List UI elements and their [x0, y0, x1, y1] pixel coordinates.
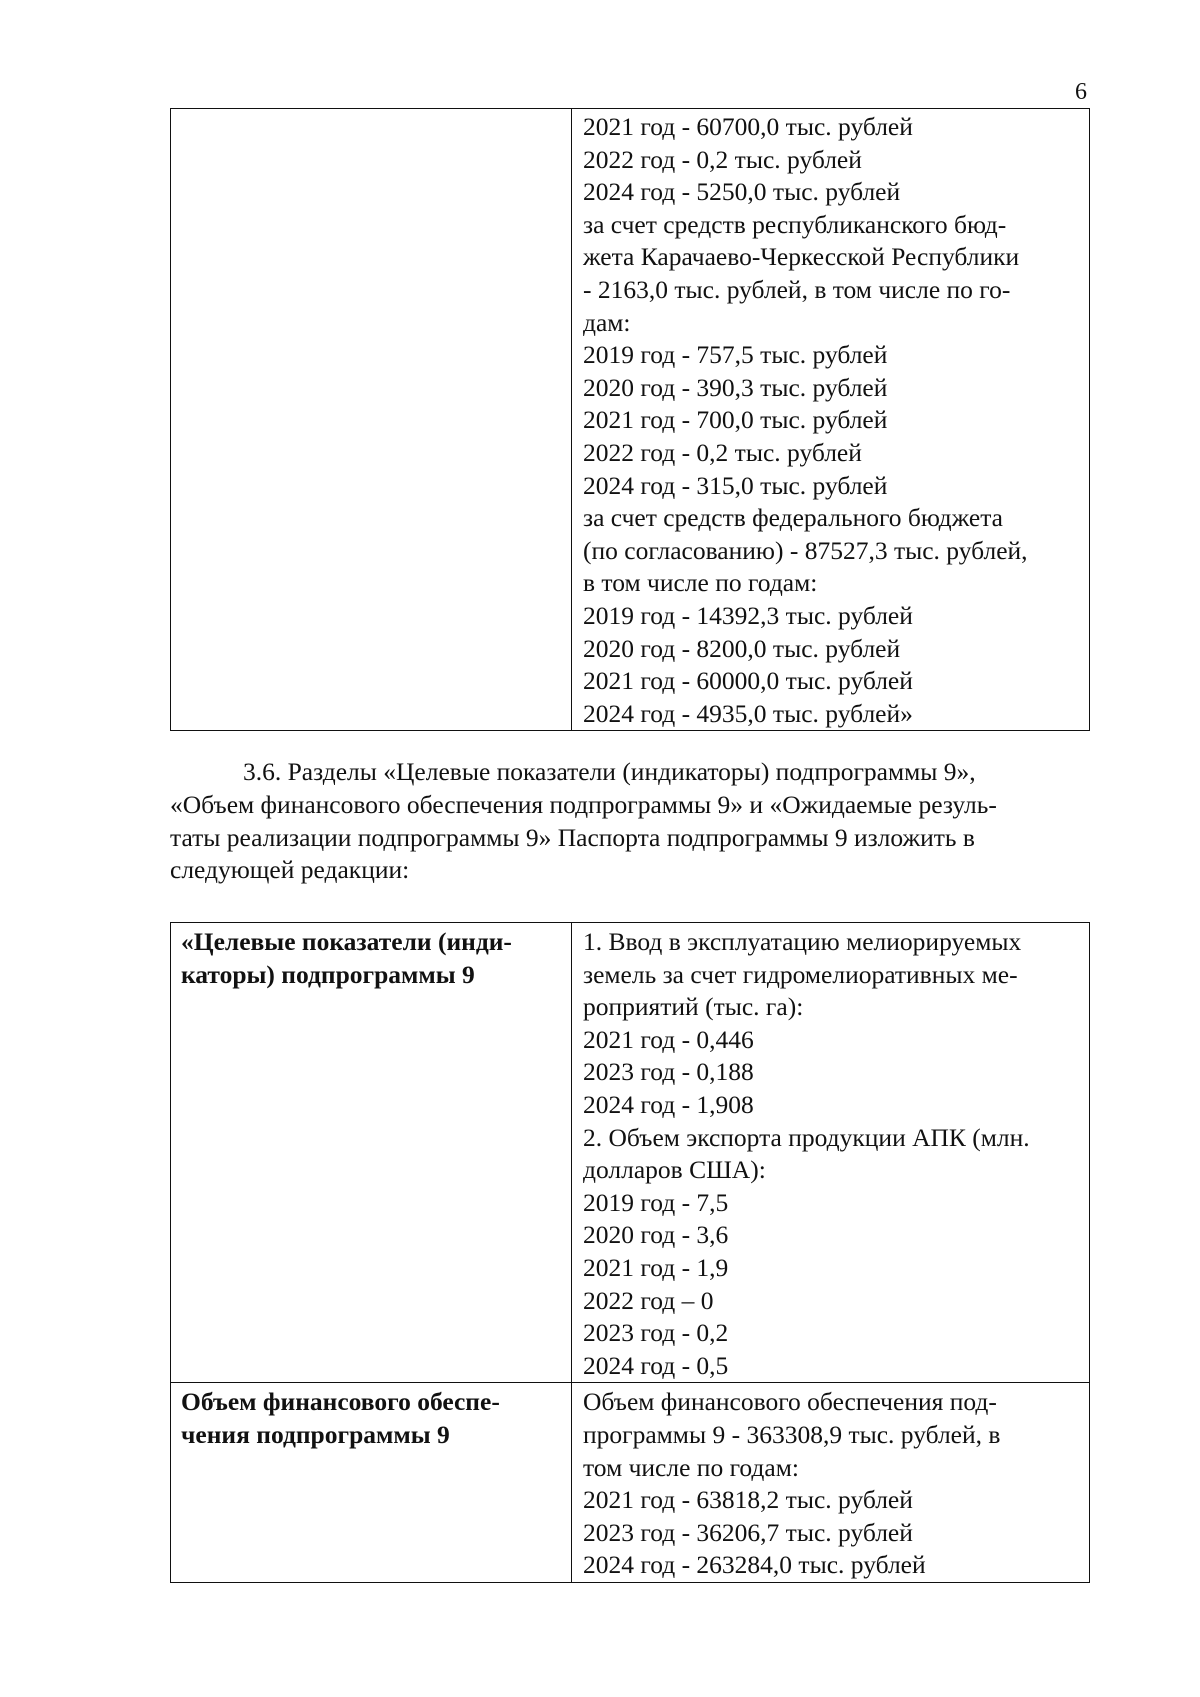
- cell-line: долларов США):: [583, 1155, 766, 1185]
- cell-line: - 2163,0 тыс. рублей, в том числе по го-: [583, 274, 1011, 304]
- cell-line: 2020 год - 390,3 тыс. рублей: [583, 372, 888, 402]
- cell-line: 2021 год - 0,446: [583, 1024, 754, 1054]
- cell-line: 2. Объем экспорта продукции АПК (млн.: [583, 1122, 1030, 1152]
- cell-line: 2024 год - 263284,0 тыс. рублей: [583, 1550, 926, 1580]
- cell-line: 2024 год - 4935,0 тыс. рублей»: [583, 698, 913, 728]
- cell-line: том числе по годам:: [583, 1452, 799, 1482]
- row-heading: [171, 923, 572, 1383]
- heading-line: каторы) подпрограммы 9: [181, 959, 475, 989]
- cell-line: 2020 год - 3,6: [583, 1220, 729, 1250]
- paragraph-line: следующей редакции:: [170, 855, 410, 885]
- cell-line: 2023 год - 0,2: [583, 1318, 729, 1348]
- cell-line: 2020 год - 8200,0 тыс. рублей: [583, 633, 901, 663]
- cell-line: 2021 год - 60700,0 тыс. рублей: [583, 112, 913, 141]
- cell-line: дам:: [583, 307, 631, 337]
- cell-line: 2023 год - 0,188: [583, 1057, 754, 1087]
- cell-line: роприятий (тыс. га):: [583, 992, 804, 1022]
- table-row-funding: [171, 1383, 1090, 1583]
- cell-line: 2022 год - 0,2 тыс. рублей: [583, 144, 862, 174]
- table-row-targets: [171, 923, 1090, 1383]
- cell-line: (по согласованию) - 87527,3 тыс. рублей,: [583, 535, 1028, 565]
- row-heading: [171, 1383, 572, 1583]
- heading-line: чения подпрограммы 9: [181, 1419, 450, 1449]
- cell-line: за счет средств федерального бюджета: [583, 503, 1004, 533]
- cell-line: за счет средств республиканского бюд-: [583, 209, 1007, 239]
- cell-line: 2024 год - 5250,0 тыс. рублей: [583, 177, 901, 207]
- cell-line: 1. Ввод в эксплуатацию мелиорируемых: [583, 927, 1022, 956]
- subprogram-9-passport-table: [170, 922, 1090, 1583]
- cell-line: 2019 год - 14392,3 тыс. рублей: [583, 600, 913, 630]
- table-cell-right: [572, 109, 1090, 731]
- cell-line: в том числе по годам:: [583, 568, 818, 598]
- cell-line: программы 9 - 363308,9 тыс. рублей, в: [583, 1419, 1001, 1449]
- table-row: [171, 109, 1090, 731]
- cell-line: 2019 год - 757,5 тыс. рублей: [583, 340, 888, 370]
- row-content: [572, 1383, 1090, 1583]
- cell-line: земель за счет гидромелиоративных ме-: [583, 959, 1018, 989]
- cell-line: 2021 год - 1,9: [583, 1252, 729, 1282]
- cell-line: 2024 год - 1,908: [583, 1089, 754, 1119]
- cell-line: 2023 год - 36206,7 тыс. рублей: [583, 1517, 913, 1547]
- cell-line: жета Карачаево-Черкесской Республики: [583, 242, 1020, 272]
- cell-line: 2021 год - 700,0 тыс. рублей: [583, 405, 888, 435]
- cell-line: 2022 год - 0,2 тыс. рублей: [583, 437, 862, 467]
- cell-line: 2024 год - 0,5: [583, 1350, 729, 1380]
- page-number: 6: [1075, 79, 1087, 105]
- funding-continuation-table: [170, 108, 1090, 731]
- paragraph-line: таты реализации подпрограммы 9» Паспорта подпрограммы 9 изложить в: [170, 822, 975, 852]
- table-cell-left: [171, 109, 572, 731]
- cell-line: 2021 год - 60000,0 тыс. рублей: [583, 666, 913, 696]
- paragraph-line: «Объем финансового обеспечения подпрограммы 9» и «Ожидаемые резуль-: [170, 789, 997, 819]
- cell-line: 2022 год – 0: [583, 1285, 714, 1315]
- section-3-6-paragraph: [170, 756, 1090, 887]
- heading-line: Объем финансового обеспе-: [181, 1387, 500, 1417]
- cell-line: 2021 год - 63818,2 тыс. рублей: [583, 1485, 913, 1515]
- row-content: [572, 923, 1090, 1383]
- cell-line: 2019 год - 7,5: [583, 1187, 729, 1217]
- cell-line: Объем финансового обеспечения под-: [583, 1387, 997, 1417]
- cell-line: 2024 год - 315,0 тыс. рублей: [583, 470, 888, 500]
- paragraph-line: 3.6. Разделы «Целевые показатели (индикаторы) подпрограммы 9»,: [243, 757, 976, 786]
- heading-line: «Целевые показатели (инди-: [181, 927, 512, 956]
